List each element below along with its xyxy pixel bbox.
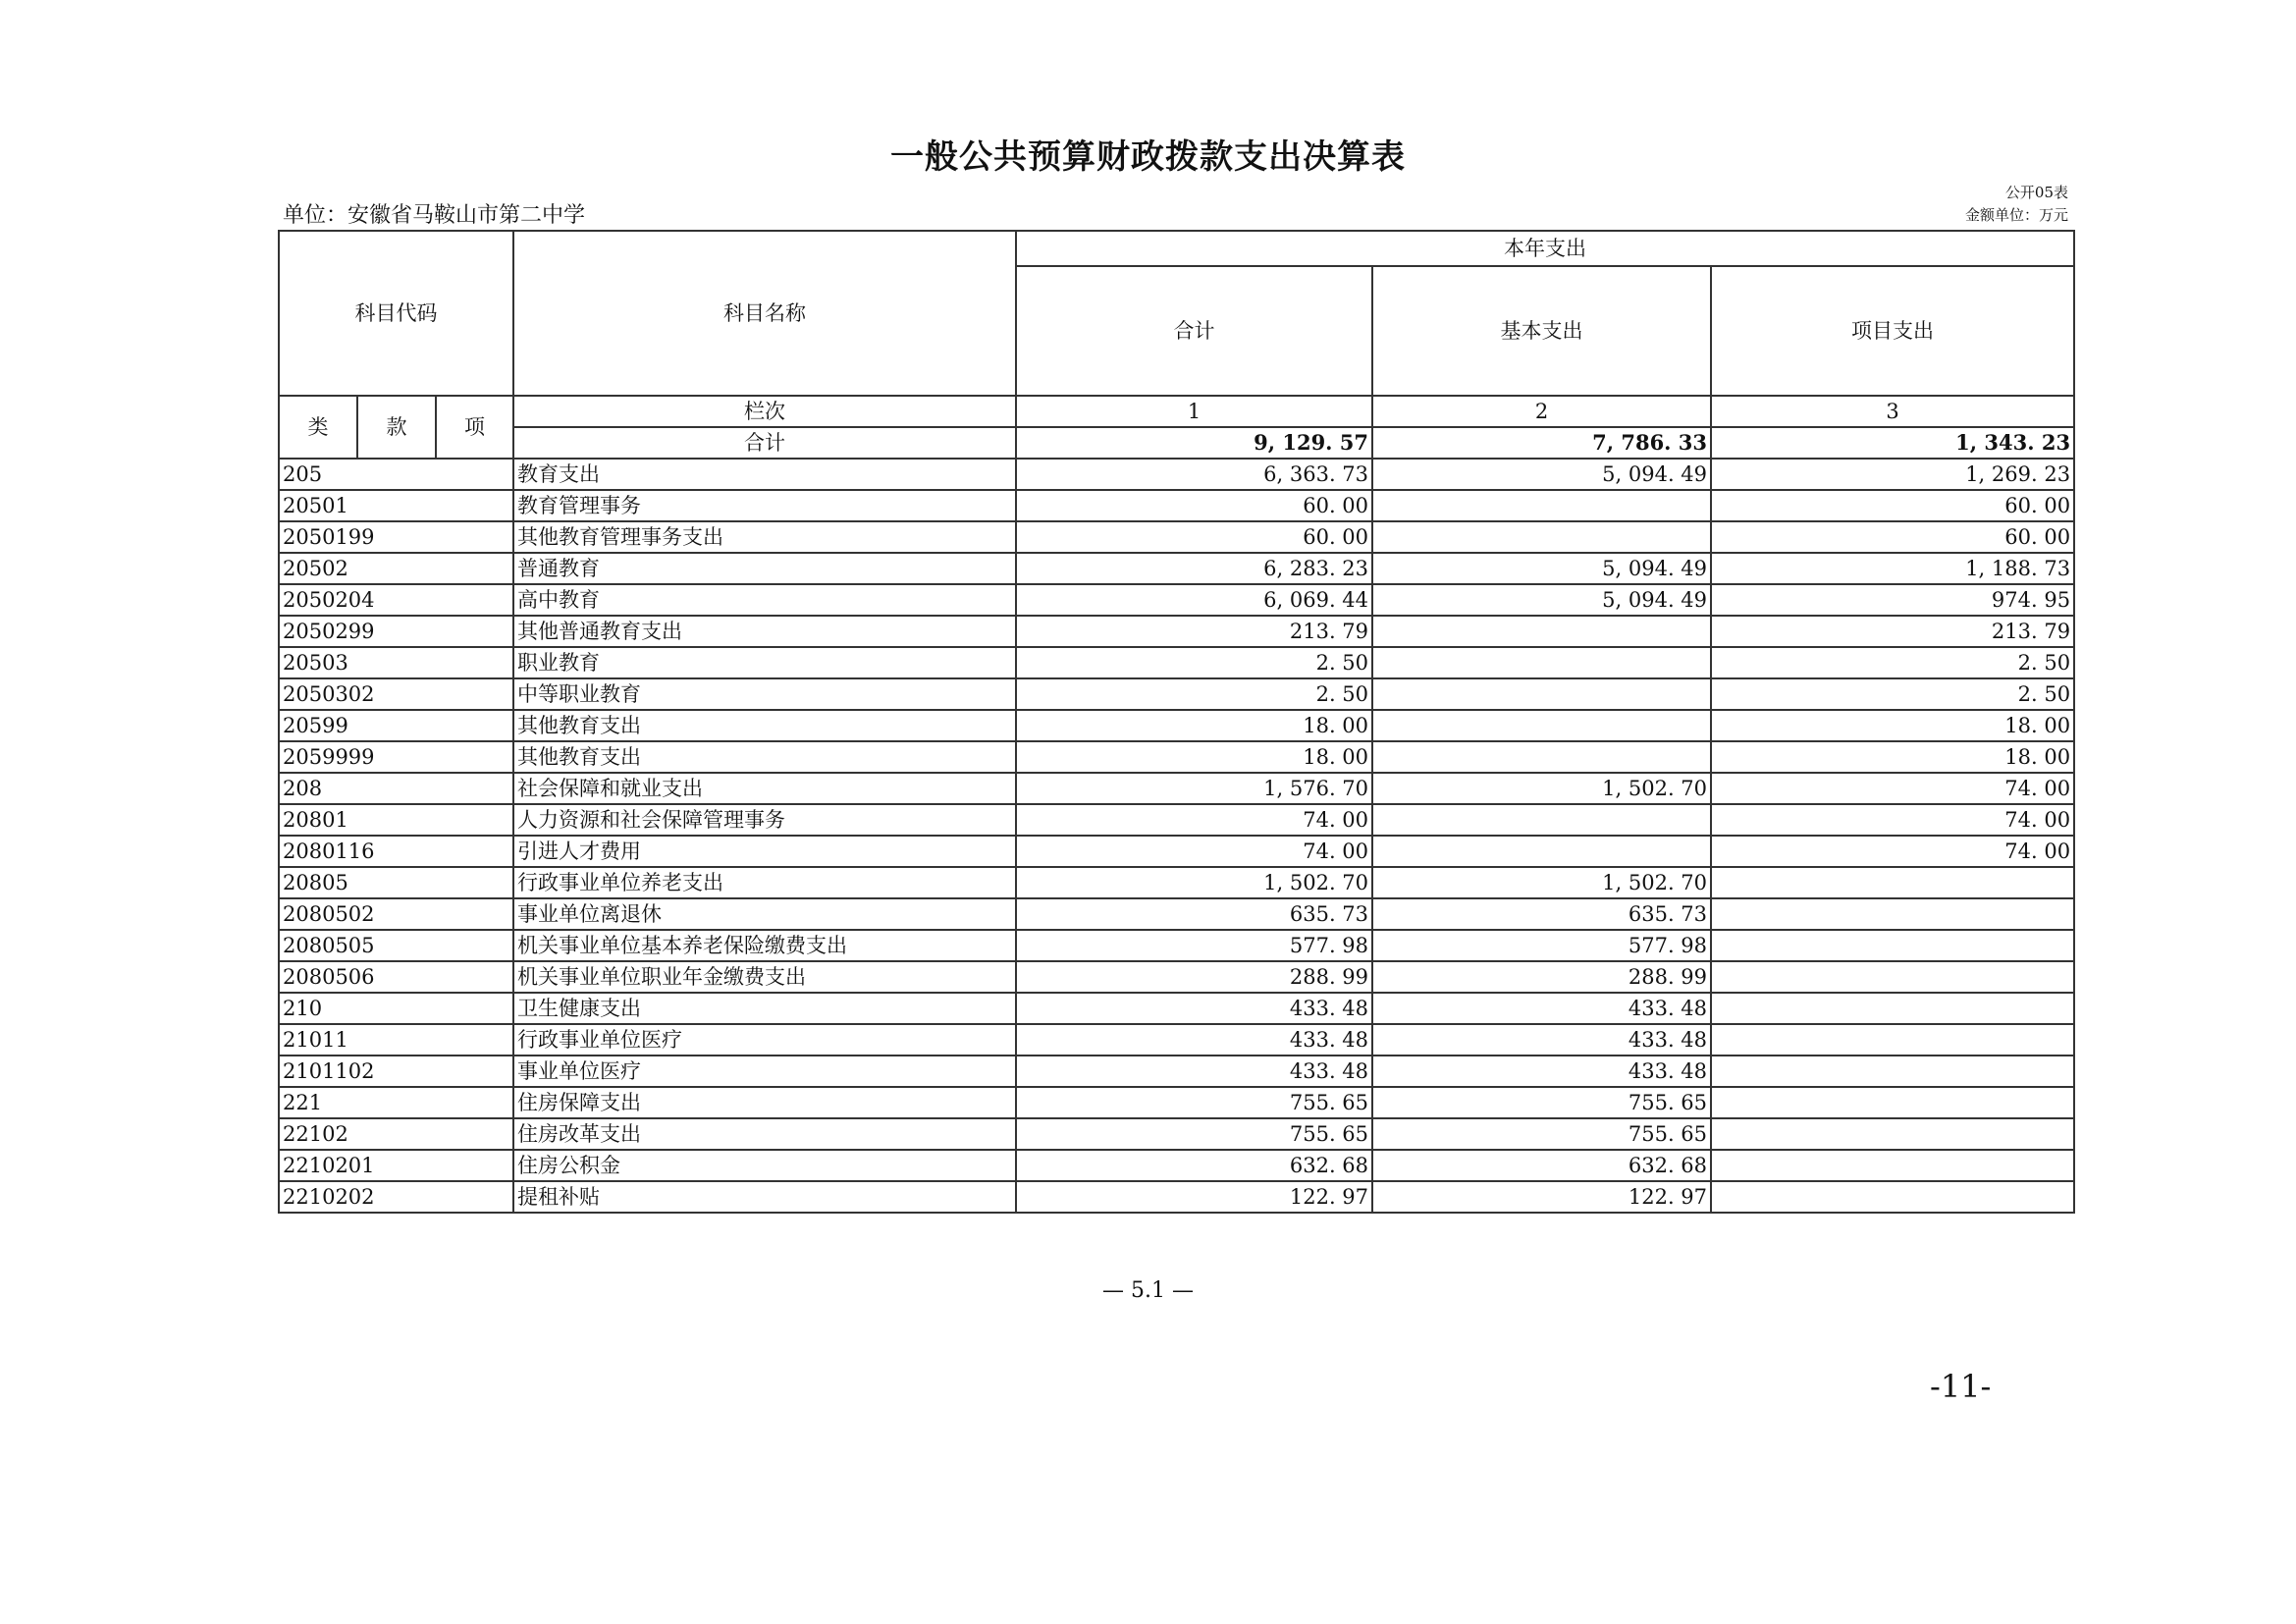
row-basic: 433. 48 bbox=[1372, 1024, 1711, 1056]
row-name: 行政事业单位医疗 bbox=[513, 1024, 1016, 1056]
row-name: 社会保障和就业支出 bbox=[513, 773, 1016, 804]
table-row bbox=[279, 773, 2074, 804]
row-name: 其他普通教育支出 bbox=[513, 616, 1016, 647]
table-row bbox=[279, 1056, 2074, 1087]
table-row bbox=[279, 1181, 2074, 1213]
row-basic bbox=[1372, 836, 1711, 867]
row-total: 6, 363. 73 bbox=[1016, 459, 1372, 490]
row-code: 22102 bbox=[279, 1118, 513, 1150]
table-row bbox=[279, 898, 2074, 930]
row-project bbox=[1711, 930, 2074, 961]
table-row bbox=[279, 993, 2074, 1024]
row-project: 1, 269. 23 bbox=[1711, 459, 2074, 490]
row-project: 1, 188. 73 bbox=[1711, 553, 2074, 584]
unit-label: 单位：安徽省马鞍山市第二中学 bbox=[283, 203, 586, 228]
table-row bbox=[279, 553, 2074, 584]
row-basic: 577. 98 bbox=[1372, 930, 1711, 961]
row-project bbox=[1711, 1181, 2074, 1213]
row-basic: 5, 094. 49 bbox=[1372, 459, 1711, 490]
total-row-total: 9, 129. 57 bbox=[1016, 427, 1372, 459]
row-project: 74. 00 bbox=[1711, 836, 2074, 867]
row-basic bbox=[1372, 490, 1711, 521]
total-row-project: 1, 343. 23 bbox=[1711, 427, 2074, 459]
row-basic bbox=[1372, 647, 1711, 678]
footer-note: — 5.1 — bbox=[1102, 1278, 1194, 1303]
row-project: 74. 00 bbox=[1711, 804, 2074, 836]
table-row bbox=[279, 710, 2074, 741]
row-total: 213. 79 bbox=[1016, 616, 1372, 647]
row-total: 635. 73 bbox=[1016, 898, 1372, 930]
row-total: 2. 50 bbox=[1016, 678, 1372, 710]
table-row bbox=[279, 678, 2074, 710]
row-total: 122. 97 bbox=[1016, 1181, 1372, 1213]
row-code: 20501 bbox=[279, 490, 513, 521]
row-total: 74. 00 bbox=[1016, 804, 1372, 836]
row-name: 行政事业单位养老支出 bbox=[513, 867, 1016, 898]
row-code: 2050299 bbox=[279, 616, 513, 647]
row-project bbox=[1711, 1056, 2074, 1087]
header-col3: 3 bbox=[1711, 396, 2074, 427]
row-total: 6, 283. 23 bbox=[1016, 553, 1372, 584]
row-name: 教育支出 bbox=[513, 459, 1016, 490]
row-code: 2101102 bbox=[279, 1056, 513, 1087]
row-name: 人力资源和社会保障管理事务 bbox=[513, 804, 1016, 836]
row-code: 2080505 bbox=[279, 930, 513, 961]
row-basic: 122. 97 bbox=[1372, 1181, 1711, 1213]
expenditure-table bbox=[278, 230, 2075, 1214]
row-total: 577. 98 bbox=[1016, 930, 1372, 961]
row-code: 2210202 bbox=[279, 1181, 513, 1213]
row-project bbox=[1711, 1087, 2074, 1118]
total-row-label: 合计 bbox=[513, 427, 1016, 459]
row-code: 2050302 bbox=[279, 678, 513, 710]
row-project: 60. 00 bbox=[1711, 490, 2074, 521]
header-lei: 类 bbox=[279, 396, 357, 459]
table-row bbox=[279, 930, 2074, 961]
row-basic: 433. 48 bbox=[1372, 993, 1711, 1024]
table-row bbox=[279, 647, 2074, 678]
row-basic bbox=[1372, 678, 1711, 710]
header-project: 项目支出 bbox=[1711, 266, 2074, 396]
row-project: 2. 50 bbox=[1711, 647, 2074, 678]
row-name: 其他教育管理事务支出 bbox=[513, 521, 1016, 553]
row-basic: 755. 65 bbox=[1372, 1118, 1711, 1150]
row-total: 433. 48 bbox=[1016, 993, 1372, 1024]
row-code: 2059999 bbox=[279, 741, 513, 773]
header-col2: 2 bbox=[1372, 396, 1711, 427]
row-project bbox=[1711, 867, 2074, 898]
row-code: 21011 bbox=[279, 1024, 513, 1056]
row-code: 2050204 bbox=[279, 584, 513, 616]
row-name: 住房改革支出 bbox=[513, 1118, 1016, 1150]
row-code: 2050199 bbox=[279, 521, 513, 553]
header-column-order: 栏次 bbox=[513, 396, 1016, 427]
row-name: 普通教育 bbox=[513, 553, 1016, 584]
row-project: 18. 00 bbox=[1711, 710, 2074, 741]
row-name: 提租补贴 bbox=[513, 1181, 1016, 1213]
total-row-basic: 7, 786. 33 bbox=[1372, 427, 1711, 459]
row-total: 2. 50 bbox=[1016, 647, 1372, 678]
row-total: 1, 576. 70 bbox=[1016, 773, 1372, 804]
row-total: 433. 48 bbox=[1016, 1024, 1372, 1056]
row-code: 205 bbox=[279, 459, 513, 490]
amount-unit: 金额单位：万元 bbox=[1964, 206, 2068, 224]
row-total: 755. 65 bbox=[1016, 1118, 1372, 1150]
row-total: 18. 00 bbox=[1016, 741, 1372, 773]
row-code: 208 bbox=[279, 773, 513, 804]
row-code: 20502 bbox=[279, 553, 513, 584]
row-code: 20805 bbox=[279, 867, 513, 898]
row-total: 74. 00 bbox=[1016, 836, 1372, 867]
row-code: 2080502 bbox=[279, 898, 513, 930]
row-code: 2080116 bbox=[279, 836, 513, 867]
page-number: -11- bbox=[1930, 1368, 1992, 1405]
row-name: 教育管理事务 bbox=[513, 490, 1016, 521]
row-total: 288. 99 bbox=[1016, 961, 1372, 993]
row-basic bbox=[1372, 616, 1711, 647]
row-name: 卫生健康支出 bbox=[513, 993, 1016, 1024]
header-basic: 基本支出 bbox=[1372, 266, 1711, 396]
row-total: 60. 00 bbox=[1016, 490, 1372, 521]
row-basic: 433. 48 bbox=[1372, 1056, 1711, 1087]
header-col1: 1 bbox=[1016, 396, 1372, 427]
row-basic: 635. 73 bbox=[1372, 898, 1711, 930]
table-row bbox=[279, 1118, 2074, 1150]
row-name: 机关事业单位基本养老保险缴费支出 bbox=[513, 930, 1016, 961]
row-name: 职业教育 bbox=[513, 647, 1016, 678]
row-name: 机关事业单位职业年金缴费支出 bbox=[513, 961, 1016, 993]
row-project: 213. 79 bbox=[1711, 616, 2074, 647]
row-total: 433. 48 bbox=[1016, 1056, 1372, 1087]
table-row bbox=[279, 741, 2074, 773]
table-row bbox=[279, 1150, 2074, 1181]
table-row bbox=[279, 459, 2074, 490]
table-row bbox=[279, 521, 2074, 553]
header-subject-code: 科目代码 bbox=[279, 231, 513, 396]
row-total: 6, 069. 44 bbox=[1016, 584, 1372, 616]
row-basic bbox=[1372, 521, 1711, 553]
row-name: 事业单位医疗 bbox=[513, 1056, 1016, 1087]
row-basic: 288. 99 bbox=[1372, 961, 1711, 993]
row-project: 18. 00 bbox=[1711, 741, 2074, 773]
row-code: 2210201 bbox=[279, 1150, 513, 1181]
header-kuan: 款 bbox=[357, 396, 436, 459]
table-row bbox=[279, 867, 2074, 898]
row-name: 住房公积金 bbox=[513, 1150, 1016, 1181]
row-project bbox=[1711, 898, 2074, 930]
header-subject-name: 科目名称 bbox=[513, 231, 1016, 396]
row-total: 632. 68 bbox=[1016, 1150, 1372, 1181]
header-xiang: 项 bbox=[436, 396, 513, 459]
row-name: 中等职业教育 bbox=[513, 678, 1016, 710]
table-row bbox=[279, 804, 2074, 836]
table-row bbox=[279, 616, 2074, 647]
table-row bbox=[279, 836, 2074, 867]
form-number: 公开05表 bbox=[2004, 184, 2068, 201]
header-this-year: 本年支出 bbox=[1016, 231, 2074, 266]
row-code: 20599 bbox=[279, 710, 513, 741]
table-row bbox=[279, 1087, 2074, 1118]
row-project: 974. 95 bbox=[1711, 584, 2074, 616]
row-total: 18. 00 bbox=[1016, 710, 1372, 741]
row-name: 其他教育支出 bbox=[513, 710, 1016, 741]
row-code: 20801 bbox=[279, 804, 513, 836]
row-code: 221 bbox=[279, 1087, 513, 1118]
row-code: 20503 bbox=[279, 647, 513, 678]
row-project: 74. 00 bbox=[1711, 773, 2074, 804]
row-code: 210 bbox=[279, 993, 513, 1024]
page-title: 一般公共预算财政拨款支出决算表 bbox=[890, 137, 1406, 177]
table-row bbox=[279, 584, 2074, 616]
row-basic: 1, 502. 70 bbox=[1372, 867, 1711, 898]
row-basic: 5, 094. 49 bbox=[1372, 584, 1711, 616]
row-name: 事业单位离退休 bbox=[513, 898, 1016, 930]
row-basic: 5, 094. 49 bbox=[1372, 553, 1711, 584]
table-row bbox=[279, 490, 2074, 521]
row-name: 其他教育支出 bbox=[513, 741, 1016, 773]
row-basic bbox=[1372, 741, 1711, 773]
row-project bbox=[1711, 1024, 2074, 1056]
row-project bbox=[1711, 1118, 2074, 1150]
row-project bbox=[1711, 993, 2074, 1024]
row-project bbox=[1711, 1150, 2074, 1181]
row-total: 755. 65 bbox=[1016, 1087, 1372, 1118]
row-total: 1, 502. 70 bbox=[1016, 867, 1372, 898]
row-project: 60. 00 bbox=[1711, 521, 2074, 553]
row-project: 2. 50 bbox=[1711, 678, 2074, 710]
row-basic: 1, 502. 70 bbox=[1372, 773, 1711, 804]
row-name: 高中教育 bbox=[513, 584, 1016, 616]
row-code: 2080506 bbox=[279, 961, 513, 993]
row-basic: 632. 68 bbox=[1372, 1150, 1711, 1181]
row-basic bbox=[1372, 804, 1711, 836]
header-total: 合计 bbox=[1016, 266, 1372, 396]
row-name: 引进人才费用 bbox=[513, 836, 1016, 867]
row-project bbox=[1711, 961, 2074, 993]
row-basic: 755. 65 bbox=[1372, 1087, 1711, 1118]
row-basic bbox=[1372, 710, 1711, 741]
row-total: 60. 00 bbox=[1016, 521, 1372, 553]
table-row bbox=[279, 961, 2074, 993]
table-row bbox=[279, 1024, 2074, 1056]
row-name: 住房保障支出 bbox=[513, 1087, 1016, 1118]
